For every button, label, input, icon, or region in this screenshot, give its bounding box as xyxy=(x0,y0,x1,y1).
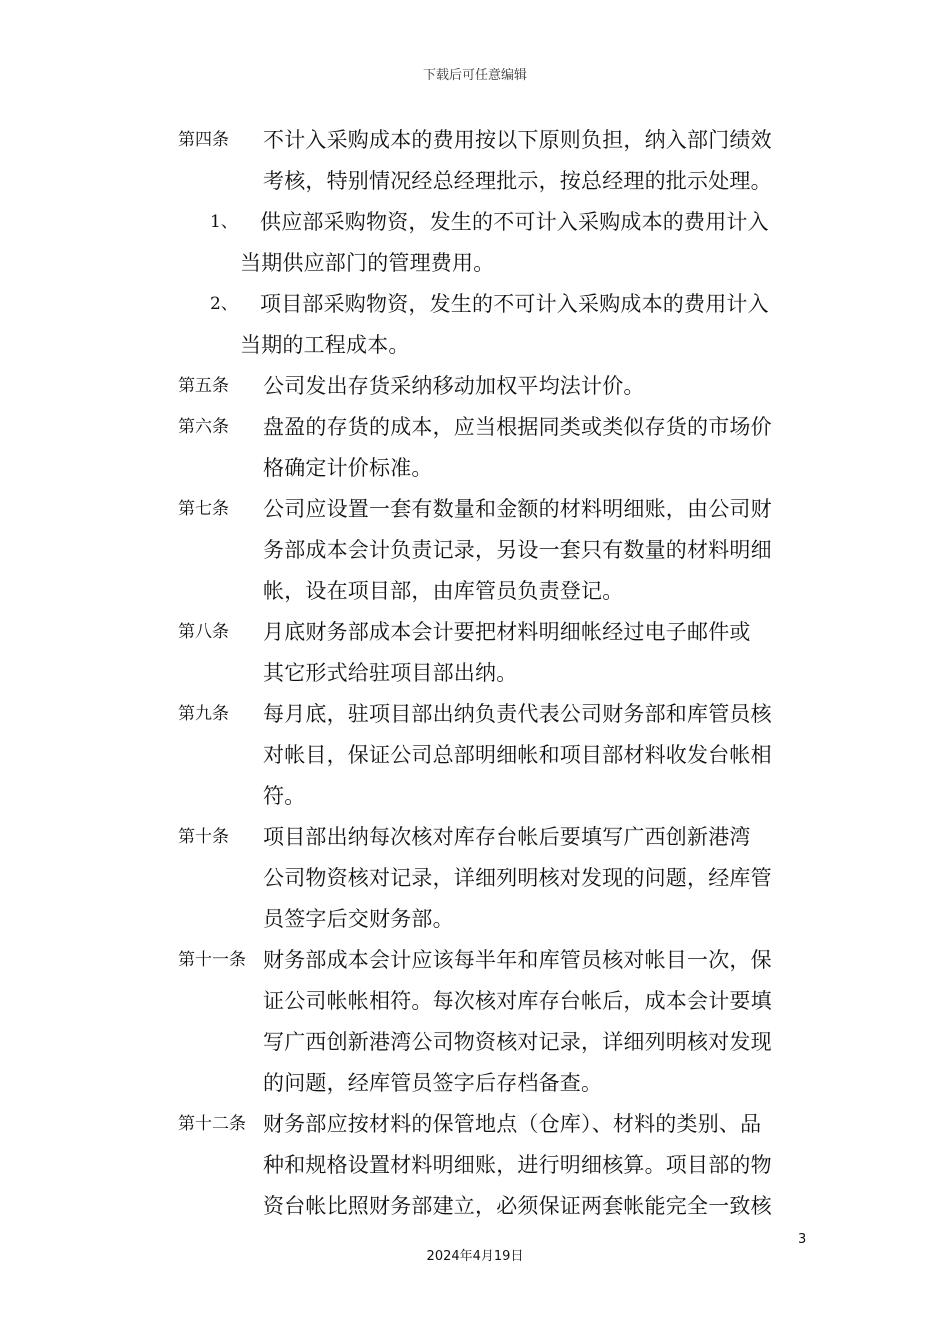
text-line: 的问题，经库管员签字后存档备查。 xyxy=(263,1071,603,1095)
text-line: 其它形式给驻项目部出纳。 xyxy=(263,661,518,685)
text-line: 符。 xyxy=(263,784,306,808)
footer-date: 2024年4月19日 xyxy=(426,1249,524,1264)
sub-item-1 xyxy=(210,202,810,284)
article-text xyxy=(263,940,810,1104)
text-line: 当期供应部门的管理费用。 xyxy=(240,251,495,275)
article-label: 第九条 xyxy=(178,704,229,724)
text-line: 员签字后交财务部。 xyxy=(263,907,454,931)
article-label: 第十一条 xyxy=(178,950,246,970)
item-number: 1、 xyxy=(210,212,238,232)
article-label: 第十条 xyxy=(178,827,229,847)
text-line: 财务部应按材料的保管地点（仓库）、材料的类别、品 xyxy=(263,1112,762,1136)
text-line: 资台帐比照财务部建立，必须保证两套帐能完全一致核 xyxy=(263,1194,772,1218)
article-11 xyxy=(178,940,810,1104)
article-4 xyxy=(178,120,810,202)
text-line: 务部成本会计负责记录，另设一套只有数量的材料明细 xyxy=(263,538,772,562)
article-text xyxy=(263,366,810,407)
item-number: 2、 xyxy=(210,294,238,314)
text-line: 每月底，驻项目部出纳负责代表公司财务部和库管员核 xyxy=(263,702,772,726)
article-6 xyxy=(178,407,810,489)
text-line: 公司物资核对记录，详细列明核对发现的问题，经库管 xyxy=(263,866,772,890)
text-line: 项目部采购物资，发生的不可计入采购成本的费用计入 xyxy=(260,292,769,316)
article-label: 第四条 xyxy=(178,130,229,150)
article-label: 第六条 xyxy=(178,417,229,437)
article-label: 第八条 xyxy=(178,622,229,642)
article-7 xyxy=(178,489,810,612)
article-text xyxy=(263,1104,810,1227)
document-body xyxy=(0,120,950,1227)
text-line: 盘盈的存货的成本，应当根据同类或类似存货的市场价 xyxy=(263,415,772,439)
text-line: 项目部出纳每次核对库存台帐后要填写广西创新港湾 xyxy=(263,825,751,849)
page-header: 下载后可任意编辑 xyxy=(422,68,527,83)
text-line: 帐，设在项目部，由库管员负责登记。 xyxy=(263,579,624,603)
text-line: 考核，特别情况经总经理批示，按总经理的批示处理。 xyxy=(263,169,772,193)
text-line: 公司发出存货采纳移动加权平均法计价。 xyxy=(263,374,645,398)
item-text xyxy=(210,284,810,366)
text-line: 证公司帐帐相符。每次核对库存台帐后，成本会计要填 xyxy=(263,989,772,1013)
article-label: 第七条 xyxy=(178,499,229,519)
page-number: 3 xyxy=(798,1232,807,1247)
item-text xyxy=(210,202,810,284)
text-line: 供应部采购物资，发生的不可计入采购成本的费用计入 xyxy=(260,210,769,234)
article-label: 第十二条 xyxy=(178,1114,246,1134)
sub-item-2 xyxy=(210,284,810,366)
text-line: 月底财务部成本会计要把材料明细帐经过电子邮件或 xyxy=(263,620,751,644)
article-10 xyxy=(178,817,810,940)
text-line: 当期的工程成本。 xyxy=(240,333,410,357)
text-line: 种和规格设置材料明细账，进行明细核算。项目部的物 xyxy=(263,1153,772,1177)
article-text xyxy=(263,817,810,940)
article-9 xyxy=(178,694,810,817)
article-text xyxy=(263,120,810,202)
text-line: 财务部成本会计应该每半年和库管员核对帐目一次，保 xyxy=(263,948,772,972)
article-12 xyxy=(178,1104,810,1227)
article-text xyxy=(263,489,810,612)
article-8 xyxy=(178,612,810,694)
text-line: 不计入采购成本的费用按以下原则负担，纳入部门绩效 xyxy=(263,128,772,152)
article-label: 第五条 xyxy=(178,376,229,396)
article-text xyxy=(263,612,810,694)
text-line: 写广西创新港湾公司物资核对记录，详细列明核对发现 xyxy=(263,1030,772,1054)
text-line: 公司应设置一套有数量和金额的材料明细账，由公司财 xyxy=(263,497,772,521)
text-line: 对帐目，保证公司总部明细帐和项目部材料收发台帐相 xyxy=(263,743,772,767)
article-text xyxy=(263,694,810,817)
article-text xyxy=(263,407,810,489)
text-line: 格确定计价标准。 xyxy=(263,456,433,480)
article-5 xyxy=(178,366,810,407)
